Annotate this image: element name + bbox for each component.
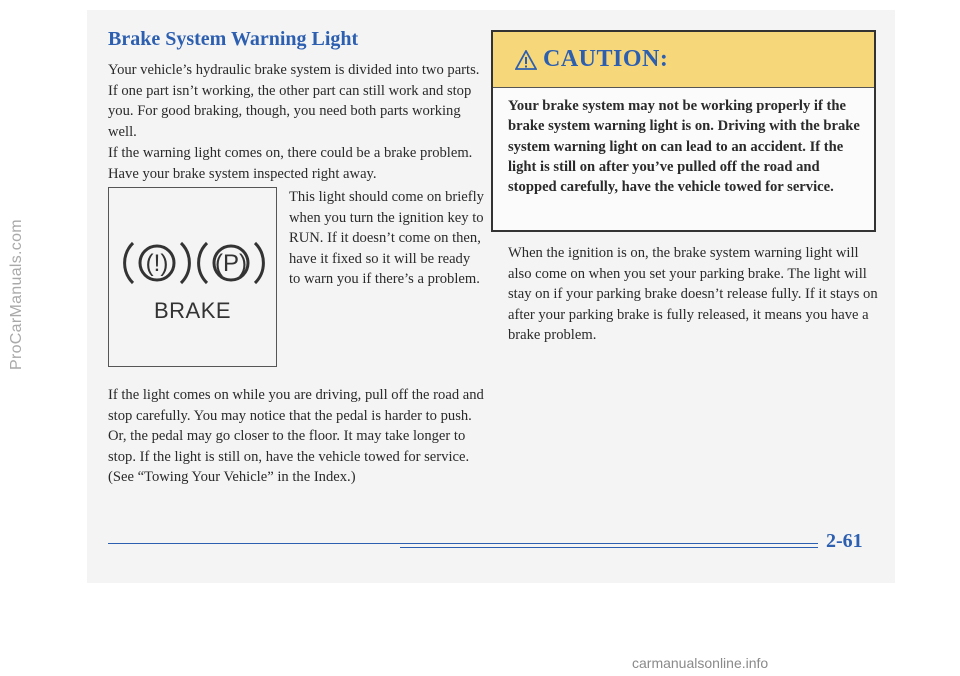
warning-paragraph: If the warning light comes on, there could be a brake problem. Have your brake system inspected right away. <box>108 145 473 182</box>
lamp-symbol-right: (P) <box>215 250 247 277</box>
caution-header <box>493 32 874 88</box>
caution-box <box>491 30 876 232</box>
caution-text: Your brake system may not be working properly if the brake system warning light is on. Driving with the brake system warning light on can lead to an accident. If the light is still on after you’ve pulled off the road and stopped carefully, have the vehicle towed for service. <box>508 98 860 196</box>
page-number: 2-61 <box>826 530 863 552</box>
brake-warning-lamp-illustration <box>108 187 277 367</box>
lamp-description: This light should come on briefly when you turn the ignition key to RUN. If it doesn’t come on then, have it fixed so it will be ready to warn you if there’s a problem. <box>289 189 484 287</box>
parking-brake-paragraph: When the ignition is on, the brake system warning light will also come on when you set your parking brake. The light will stay on if your parking brake doesn’t release fully. If it stays on after your parking brake is fully released, it means you have a brake problem. <box>508 245 878 343</box>
source-watermark: carmanualsonline.info <box>632 655 769 671</box>
brake-warning-lamp-icon <box>119 233 269 293</box>
warning-triangle-icon <box>515 50 537 70</box>
driving-paragraph: If the light comes on while you are driving, pull off the road and stop carefully. You may notice that the pedal is harder to push. Or, the pedal may go closer to the floor. It may take longer to stop. If the light is still on, have the vehicle towed for service. (See “Towing Your Vehicle” in the Index.) <box>108 387 484 485</box>
footer-rule-secondary <box>400 547 818 548</box>
lamp-symbol-left: (!) <box>145 250 169 277</box>
footer-rule <box>108 543 818 544</box>
lamp-label: BRAKE <box>153 298 232 323</box>
caution-label: CAUTION: <box>543 46 669 72</box>
intro-paragraph: Your vehicle’s hydraulic brake system is divided into two parts. If one part isn’t working, the other part can still work and stop you. For good braking, though, you need both parts working well. <box>108 62 480 140</box>
watermark: ProCarManuals.com <box>8 219 25 370</box>
section-title: Brake System Warning Light <box>108 28 359 50</box>
